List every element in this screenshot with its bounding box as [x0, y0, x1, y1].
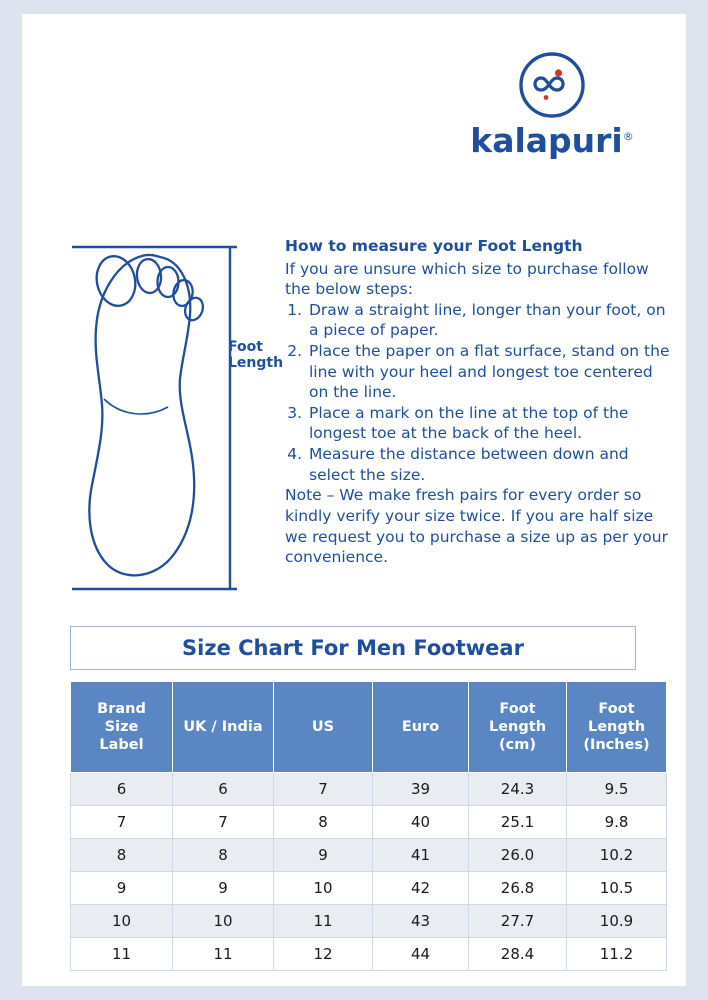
cell-foot-length-in: 11.2 — [567, 938, 667, 971]
table-row — [71, 905, 667, 938]
cell-foot-length-cm: 26.0 — [469, 839, 567, 872]
header-line: (cm) — [499, 737, 536, 754]
table-row — [71, 773, 667, 806]
size-chart-title: Size Chart For Men Footwear — [70, 626, 636, 670]
cell-uk-india: 11 — [173, 938, 274, 971]
header-line: Foot — [598, 700, 635, 717]
header-line: Size — [104, 718, 139, 735]
cell-uk-india: 10 — [173, 905, 274, 938]
cell-euro: 44 — [373, 938, 469, 971]
instruction-step: 1. Draw a straight line, longer than your foot, on a piece of paper. — [307, 300, 670, 341]
cell-foot-length-cm: 25.1 — [469, 806, 567, 839]
cell-us: 9 — [274, 839, 373, 872]
cell-uk-india: 8 — [173, 839, 274, 872]
cell-foot-length-cm: 28.4 — [469, 938, 567, 971]
foot-length-label-line2: Length — [228, 355, 284, 372]
instruction-step: 2. Place the paper on a flat surface, stand on the line with your heel and longest toe centered on the line. — [307, 341, 670, 403]
instructions-intro: If you are unsure which size to purchase follow the below steps: — [285, 259, 649, 299]
cell-us: 10 — [274, 872, 373, 905]
foot-outline-icon — [42, 229, 292, 609]
registered-mark: ® — [622, 130, 634, 143]
header-line: US — [311, 718, 335, 735]
foot-length-label-line1: Foot — [228, 339, 263, 355]
cell-euro: 41 — [373, 839, 469, 872]
cell-foot-length-cm: 24.3 — [469, 773, 567, 806]
table-header-row — [71, 682, 667, 773]
cell-euro: 40 — [373, 806, 469, 839]
cell-brand-size: 8 — [71, 839, 173, 872]
header-line: Euro — [401, 718, 440, 735]
cell-brand-size: 9 — [71, 872, 173, 905]
cell-euro: 42 — [373, 872, 469, 905]
cell-uk-india: 6 — [173, 773, 274, 806]
table-row — [71, 938, 667, 971]
table-row — [71, 806, 667, 839]
cell-foot-length-in: 10.5 — [567, 872, 667, 905]
cell-brand-size: 11 — [71, 938, 173, 971]
header-line: Brand — [97, 700, 146, 717]
cell-foot-length-in: 10.9 — [567, 905, 667, 938]
cell-us: 12 — [274, 938, 373, 971]
column-header-euro — [373, 682, 469, 773]
cell-foot-length-cm: 27.7 — [469, 905, 567, 938]
header-line: Length — [488, 718, 547, 735]
table-row — [71, 839, 667, 872]
brand-name-text: kalapuri — [470, 121, 623, 160]
cell-foot-length-in: 10.2 — [567, 839, 667, 872]
column-header-brand-size-label — [71, 682, 173, 773]
instruction-step: 3. Place a mark on the line at the top of the longest toe at the back of the heel. — [307, 403, 670, 444]
header-line: (Inches) — [583, 737, 650, 754]
header-line: Length — [587, 718, 646, 735]
size-chart-table — [70, 681, 667, 971]
cell-us: 11 — [274, 905, 373, 938]
size-chart-page — [22, 14, 686, 986]
cell-brand-size: 10 — [71, 905, 173, 938]
column-header-foot-length-cm — [469, 682, 567, 773]
cell-euro: 39 — [373, 773, 469, 806]
cell-brand-size: 6 — [71, 773, 173, 806]
cell-foot-length-cm: 26.8 — [469, 872, 567, 905]
cell-foot-length-in: 9.5 — [567, 773, 667, 806]
brand-block — [442, 50, 662, 160]
column-header-uk-india — [173, 682, 274, 773]
column-header-foot-length-inches — [567, 682, 667, 773]
cell-foot-length-in: 9.8 — [567, 806, 667, 839]
header-line: Label — [99, 737, 144, 754]
cell-uk-india: 9 — [173, 872, 274, 905]
cell-us: 7 — [274, 773, 373, 806]
instruction-step: 4. Measure the distance between down and select the size. — [307, 444, 670, 485]
header-line: UK / India — [183, 718, 263, 735]
cell-brand-size: 7 — [71, 806, 173, 839]
column-header-us — [274, 682, 373, 773]
table-row — [71, 872, 667, 905]
instructions-note: Note – We make fresh pairs for every order so kindly verify your size twice. If you are half size we request you to purchase a size up as per your convenience. — [285, 486, 668, 567]
cell-euro: 43 — [373, 905, 469, 938]
cell-uk-india: 7 — [173, 806, 274, 839]
size-chart-block — [70, 626, 650, 971]
header-line: Foot — [499, 700, 536, 717]
instructions-steps — [285, 300, 670, 485]
brand-wordmark — [470, 121, 634, 160]
instructions-block — [285, 236, 670, 568]
logo-infinity-icon — [517, 50, 587, 120]
instructions-heading: How to measure your Foot Length — [285, 237, 583, 255]
foot-diagram — [42, 229, 292, 609]
cell-us: 8 — [274, 806, 373, 839]
